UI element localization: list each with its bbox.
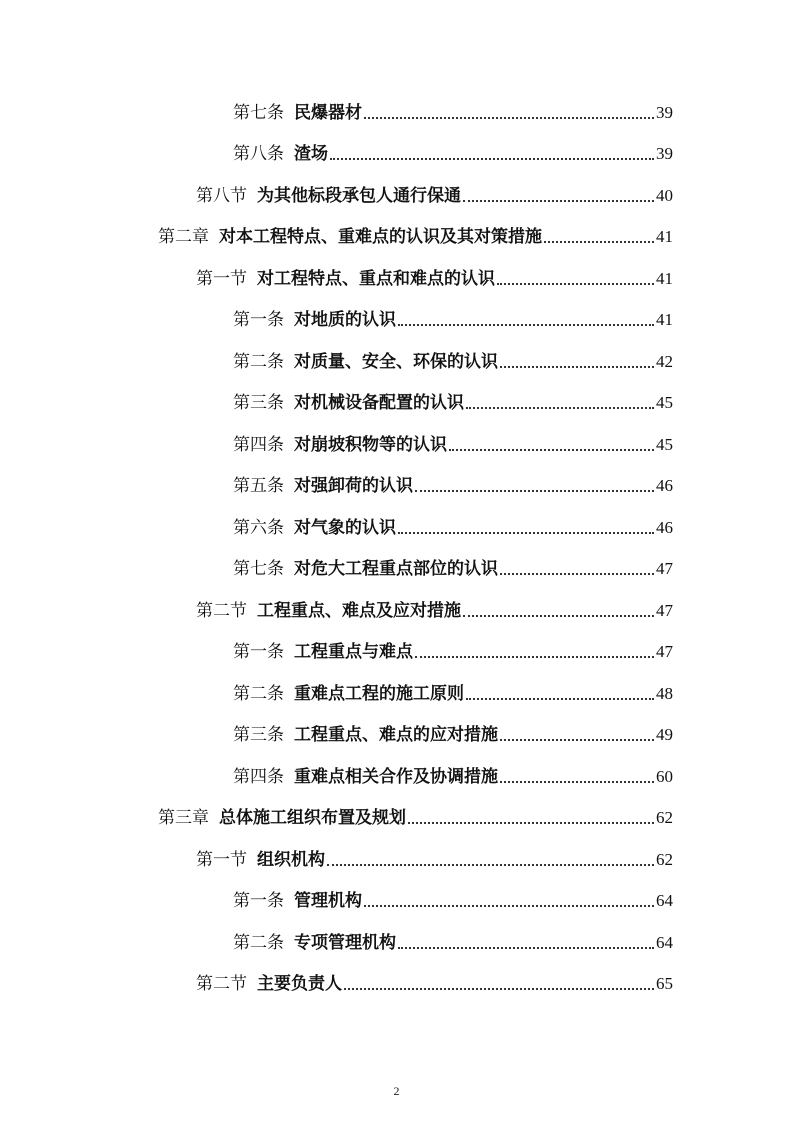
toc-entry-label: 第五条 bbox=[233, 476, 284, 497]
toc-entry-label: 第六条 bbox=[233, 517, 284, 538]
toc-dot-leader bbox=[344, 974, 654, 994]
toc-entry[interactable] bbox=[0, 175, 793, 217]
toc-entry-page: 45 bbox=[656, 434, 673, 454]
toc-entry-title: 组织机构 bbox=[257, 849, 325, 870]
toc-entry-page: 41 bbox=[656, 227, 673, 247]
toc-dot-leader bbox=[497, 269, 654, 289]
toc-entry-page: 48 bbox=[656, 683, 673, 703]
toc-entry[interactable] bbox=[0, 715, 793, 757]
toc-entry-label: 第八条 bbox=[233, 144, 284, 165]
toc-entry-label: 第一条 bbox=[233, 642, 284, 663]
toc-dot-leader bbox=[449, 435, 654, 455]
toc-entry-title: 工程重点、难点的应对措施 bbox=[294, 725, 498, 746]
toc-dot-leader bbox=[500, 559, 654, 579]
toc-dot-leader bbox=[415, 642, 654, 662]
toc-entry-title: 重难点工程的施工原则 bbox=[294, 683, 464, 704]
toc-entry[interactable] bbox=[0, 300, 793, 342]
toc-dot-leader bbox=[466, 393, 654, 413]
toc-entry-page: 62 bbox=[656, 849, 673, 869]
toc-entry-page: 39 bbox=[656, 144, 673, 164]
toc-entry-label: 第二章 bbox=[158, 227, 209, 248]
toc-entry-label: 第一节 bbox=[196, 268, 247, 289]
toc-entry[interactable] bbox=[0, 798, 793, 840]
toc-entry-page: 62 bbox=[656, 808, 673, 828]
toc-entry-title: 工程重点与难点 bbox=[294, 642, 413, 663]
toc-dot-leader bbox=[500, 352, 654, 372]
toc-entry-label: 第一条 bbox=[233, 310, 284, 331]
toc-entry[interactable] bbox=[0, 590, 793, 632]
toc-dot-leader bbox=[364, 891, 654, 911]
toc-entry-title: 对气象的认识 bbox=[294, 517, 396, 538]
toc-entry-page: 45 bbox=[656, 393, 673, 413]
toc-entry-label: 第二条 bbox=[233, 351, 284, 372]
toc-entry[interactable] bbox=[0, 258, 793, 300]
toc-entry-title: 对质量、安全、环保的认识 bbox=[294, 351, 498, 372]
toc-entry-page: 64 bbox=[656, 932, 673, 952]
toc-entry-label: 第七条 bbox=[233, 102, 284, 123]
toc-entry-title: 对强卸荷的认识 bbox=[294, 476, 413, 497]
toc-entry-title: 为其他标段承包人通行保通 bbox=[257, 185, 461, 206]
toc-entry-page: 47 bbox=[656, 559, 673, 579]
toc-entry-label: 第一条 bbox=[233, 891, 284, 912]
toc-entry-page: 47 bbox=[656, 642, 673, 662]
toc-entry-title: 专项管理机构 bbox=[294, 932, 396, 953]
toc-dot-leader bbox=[500, 767, 654, 787]
toc-entry-page: 46 bbox=[656, 517, 673, 537]
toc-entry[interactable] bbox=[0, 549, 793, 591]
toc-dot-leader bbox=[415, 476, 654, 496]
toc-entry-page: 39 bbox=[656, 102, 673, 122]
toc-entry-label: 第三条 bbox=[233, 725, 284, 746]
toc-entry-page: 65 bbox=[656, 974, 673, 994]
toc-dot-leader bbox=[408, 808, 654, 828]
toc-entry-page: 47 bbox=[656, 600, 673, 620]
toc-entry[interactable] bbox=[0, 217, 793, 259]
toc-entry[interactable] bbox=[0, 756, 793, 798]
toc-dot-leader bbox=[463, 601, 654, 621]
toc-dot-leader bbox=[544, 227, 654, 247]
toc-entry-title: 总体施工组织布置及规划 bbox=[219, 808, 406, 829]
toc-entry[interactable] bbox=[0, 92, 793, 134]
toc-entry[interactable] bbox=[0, 881, 793, 923]
toc-entry-label: 第四条 bbox=[233, 434, 284, 455]
toc-entry-page: 46 bbox=[656, 476, 673, 496]
toc-entry-label: 第二条 bbox=[233, 683, 284, 704]
toc-entry[interactable] bbox=[0, 424, 793, 466]
toc-entry-label: 第八节 bbox=[196, 185, 247, 206]
toc-entry-title: 对机械设备配置的认识 bbox=[294, 393, 464, 414]
toc-entry-page: 49 bbox=[656, 725, 673, 745]
toc-dot-leader bbox=[398, 310, 654, 330]
toc-entry-title: 主要负责人 bbox=[257, 974, 342, 995]
toc-entry[interactable] bbox=[0, 964, 793, 1006]
toc-entry[interactable] bbox=[0, 673, 793, 715]
toc-entry-label: 第四条 bbox=[233, 766, 284, 787]
toc-dot-leader bbox=[327, 850, 654, 870]
toc-entry-label: 第三条 bbox=[233, 393, 284, 414]
toc-dot-leader bbox=[463, 186, 654, 206]
toc-entry-page: 41 bbox=[656, 310, 673, 330]
toc-entry-title: 重难点相关合作及协调措施 bbox=[294, 766, 498, 787]
toc-entry[interactable] bbox=[0, 922, 793, 964]
toc-entry-title: 工程重点、难点及应对措施 bbox=[257, 600, 461, 621]
toc-entry[interactable] bbox=[0, 383, 793, 425]
toc-dot-leader bbox=[466, 684, 654, 704]
toc-entry[interactable] bbox=[0, 466, 793, 508]
toc-dot-leader bbox=[398, 933, 654, 953]
toc-entry-label: 第二节 bbox=[196, 600, 247, 621]
toc-dot-leader bbox=[364, 103, 654, 123]
toc-dot-leader bbox=[330, 144, 654, 164]
toc-entry[interactable] bbox=[0, 134, 793, 176]
toc-entry[interactable] bbox=[0, 839, 793, 881]
toc-entry-label: 第二节 bbox=[196, 974, 247, 995]
toc-entry-title: 对工程特点、重点和难点的认识 bbox=[257, 268, 495, 289]
toc-entry-page: 42 bbox=[656, 351, 673, 371]
toc-dot-leader bbox=[398, 518, 654, 538]
toc-entry-title: 民爆器材 bbox=[294, 102, 362, 123]
toc-entry-page: 40 bbox=[656, 185, 673, 205]
page-number: 2 bbox=[393, 1084, 400, 1098]
table-of-contents bbox=[0, 92, 793, 1005]
toc-entry-title: 对危大工程重点部位的认识 bbox=[294, 559, 498, 580]
toc-entry-label: 第二条 bbox=[233, 932, 284, 953]
toc-entry-title: 对地质的认识 bbox=[294, 310, 396, 331]
toc-entry[interactable] bbox=[0, 507, 793, 549]
toc-entry-label: 第一节 bbox=[196, 849, 247, 870]
toc-entry-label: 第三章 bbox=[158, 808, 209, 829]
toc-entry[interactable] bbox=[0, 632, 793, 674]
toc-entry-title: 管理机构 bbox=[294, 891, 362, 912]
toc-entry-page: 64 bbox=[656, 891, 673, 911]
toc-entry-page: 41 bbox=[656, 268, 673, 288]
toc-entry-title: 对本工程特点、重难点的认识及其对策措施 bbox=[219, 227, 542, 248]
toc-entry-title: 渣场 bbox=[294, 144, 328, 165]
toc-entry[interactable] bbox=[0, 341, 793, 383]
toc-dot-leader bbox=[500, 725, 654, 745]
toc-entry-page: 60 bbox=[656, 766, 673, 786]
toc-entry-label: 第七条 bbox=[233, 559, 284, 580]
toc-entry-title: 对崩坡积物等的认识 bbox=[294, 434, 447, 455]
